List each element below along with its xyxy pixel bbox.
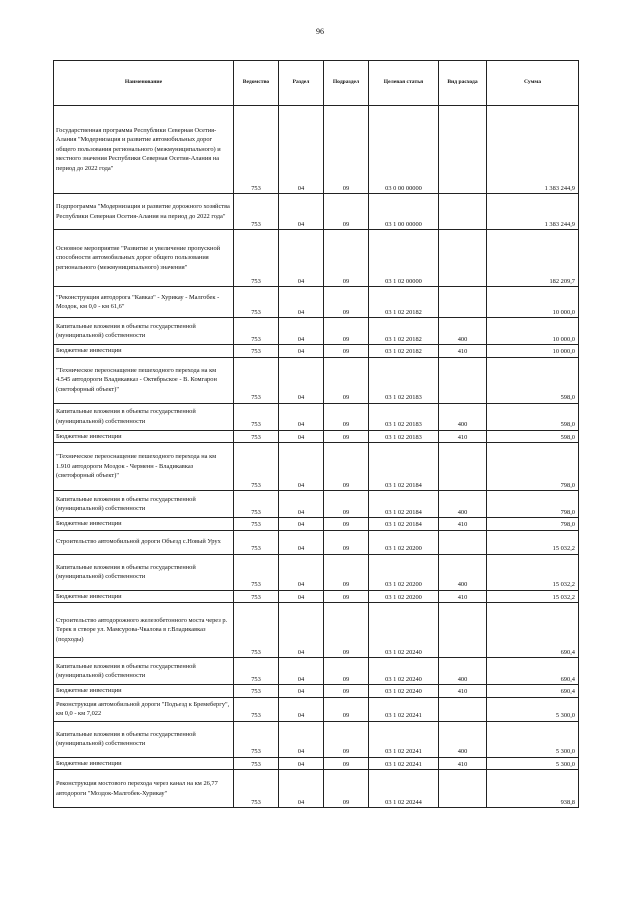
row-dept: 753 (234, 403, 279, 430)
row-dept: 753 (234, 106, 279, 194)
row-section: 04 (279, 721, 324, 757)
row-exp-type (439, 106, 487, 194)
row-dept: 753 (234, 554, 279, 590)
row-amount: 598,0 (487, 430, 579, 443)
row-amount: 5 300,0 (487, 697, 579, 721)
row-exp-type (439, 603, 487, 658)
table-row (54, 603, 579, 658)
row-name: Реконструкция автомобильной дороги "Подъезд к Бремебергу", км 0,0 - км 7,022 (54, 697, 234, 721)
row-name: Государственная программа Республики Северная Осетия-Алания "Модернизация и развитие автомобильных дорог общего пользования регионального (межмуниципального) и местного значения Республики Северная Осетия-Алания на период до 2022 года" (54, 106, 234, 194)
row-dept: 753 (234, 230, 279, 287)
row-dept: 753 (234, 318, 279, 345)
row-section: 04 (279, 357, 324, 403)
table-row (54, 491, 579, 518)
row-subsection: 09 (324, 603, 369, 658)
row-name: Капитальные вложения в объекты государственной (муниципальной) собственности (54, 554, 234, 590)
row-subsection: 09 (324, 554, 369, 590)
row-subsection: 09 (324, 403, 369, 430)
row-name: Капитальные вложения в объекты государственной (муниципальной) собственности (54, 318, 234, 345)
row-amount: 690,4 (487, 603, 579, 658)
row-name: "Реконструкция автодорога "Кавказ" - Хурикау - Малгобек - Моздок, км 0,0 - км 61,6" (54, 287, 234, 318)
row-amount: 10 000,0 (487, 318, 579, 345)
row-section: 04 (279, 658, 324, 685)
header-name: Наименование (54, 61, 234, 106)
row-dept: 753 (234, 491, 279, 518)
row-section: 04 (279, 194, 324, 230)
row-dept: 753 (234, 721, 279, 757)
row-amount: 598,0 (487, 403, 579, 430)
row-target: 03 1 02 20240 (369, 685, 439, 698)
row-target: 03 1 02 20182 (369, 318, 439, 345)
row-name: Бюджетные инвестиции (54, 590, 234, 603)
row-target: 03 1 02 20182 (369, 345, 439, 358)
row-subsection: 09 (324, 430, 369, 443)
row-dept: 753 (234, 194, 279, 230)
row-amount: 10 000,0 (487, 287, 579, 318)
row-dept: 753 (234, 345, 279, 358)
row-target: 03 1 02 20240 (369, 603, 439, 658)
row-name: Реконструкция мостового перехода через канал на км 26,77 автодороги "Моздок-Малгобек-Хурикау" (54, 770, 234, 808)
row-subsection: 09 (324, 194, 369, 230)
row-target: 03 1 02 20244 (369, 770, 439, 808)
table-row (54, 194, 579, 230)
row-target: 03 1 02 20184 (369, 491, 439, 518)
row-section: 04 (279, 685, 324, 698)
row-exp-type: 400 (439, 318, 487, 345)
row-amount: 938,8 (487, 770, 579, 808)
table-row (54, 721, 579, 757)
row-exp-type (439, 287, 487, 318)
row-subsection: 09 (324, 287, 369, 318)
row-name: Бюджетные инвестиции (54, 685, 234, 698)
row-target: 03 1 02 20182 (369, 287, 439, 318)
row-section: 04 (279, 230, 324, 287)
row-name: Капитальные вложения в объекты государственной (муниципальной) собственности (54, 658, 234, 685)
row-name: Капитальные вложения в объекты государственной (муниципальной) собственности (54, 491, 234, 518)
row-dept: 753 (234, 603, 279, 658)
row-amount: 5 300,0 (487, 757, 579, 770)
row-target: 03 1 02 20241 (369, 721, 439, 757)
row-section: 04 (279, 697, 324, 721)
header-dept: Ведомство (234, 61, 279, 106)
row-section: 04 (279, 403, 324, 430)
row-name: "Техническое переоснащение пешеходного перехода на км 1.910 автодороги Моздок - Черменн - Владикавказ (светофорный объект)" (54, 443, 234, 491)
table-row (54, 658, 579, 685)
table-row (54, 287, 579, 318)
header-amount: Сумма (487, 61, 579, 106)
row-section: 04 (279, 491, 324, 518)
row-subsection: 09 (324, 685, 369, 698)
row-exp-type: 400 (439, 403, 487, 430)
row-subsection: 09 (324, 518, 369, 531)
row-section: 04 (279, 770, 324, 808)
table-row (54, 757, 579, 770)
row-target: 03 1 02 00000 (369, 230, 439, 287)
row-section: 04 (279, 287, 324, 318)
row-exp-type: 400 (439, 658, 487, 685)
row-amount: 598,0 (487, 357, 579, 403)
row-dept: 753 (234, 770, 279, 808)
row-target: 03 1 02 20241 (369, 757, 439, 770)
row-target: 03 1 02 20183 (369, 430, 439, 443)
row-name: Бюджетные инвестиции (54, 518, 234, 531)
row-name: Бюджетные инвестиции (54, 345, 234, 358)
row-subsection: 09 (324, 590, 369, 603)
row-subsection: 09 (324, 757, 369, 770)
row-section: 04 (279, 443, 324, 491)
row-dept: 753 (234, 685, 279, 698)
row-exp-type (439, 194, 487, 230)
table-row (54, 357, 579, 403)
row-amount: 798,0 (487, 518, 579, 531)
row-dept: 753 (234, 658, 279, 685)
table-row (54, 685, 579, 698)
page-number: 96 (316, 27, 324, 36)
row-dept: 753 (234, 518, 279, 531)
row-name: Бюджетные инвестиции (54, 430, 234, 443)
row-name: Подпрограмма "Модернизация и развитие дорожного хозяйства Республики Северная Осетия-Алания на период до 2022 года" (54, 194, 234, 230)
row-subsection: 09 (324, 770, 369, 808)
row-exp-type: 400 (439, 721, 487, 757)
table-row (54, 518, 579, 531)
row-dept: 753 (234, 443, 279, 491)
row-subsection: 09 (324, 530, 369, 554)
row-dept: 753 (234, 287, 279, 318)
row-exp-type: 410 (439, 685, 487, 698)
row-exp-type: 410 (439, 518, 487, 531)
row-amount: 798,0 (487, 443, 579, 491)
row-exp-type (439, 443, 487, 491)
row-subsection: 09 (324, 658, 369, 685)
row-exp-type: 400 (439, 554, 487, 590)
row-target: 03 1 02 20183 (369, 357, 439, 403)
row-name: Капитальные вложения в объекты государственной (муниципальной) собственности (54, 721, 234, 757)
row-amount: 10 000,0 (487, 345, 579, 358)
row-target: 03 1 02 20184 (369, 443, 439, 491)
row-target: 03 1 02 20240 (369, 658, 439, 685)
row-subsection: 09 (324, 230, 369, 287)
row-exp-type: 400 (439, 491, 487, 518)
row-exp-type: 410 (439, 590, 487, 603)
table-row (54, 590, 579, 603)
row-subsection: 09 (324, 443, 369, 491)
table-row (54, 430, 579, 443)
row-name: Строительство автомобильной дороги Объезд с.Новый Урух (54, 530, 234, 554)
header-subsection: Подраздел (324, 61, 369, 106)
table-row (54, 345, 579, 358)
row-subsection: 09 (324, 491, 369, 518)
header-target: Целевая статья (369, 61, 439, 106)
row-dept: 753 (234, 590, 279, 603)
table-row (54, 318, 579, 345)
row-subsection: 09 (324, 345, 369, 358)
row-exp-type (439, 770, 487, 808)
row-exp-type: 410 (439, 430, 487, 443)
row-amount: 690,4 (487, 685, 579, 698)
row-section: 04 (279, 530, 324, 554)
row-amount: 15 032,2 (487, 590, 579, 603)
row-section: 04 (279, 430, 324, 443)
row-target: 03 0 00 00000 (369, 106, 439, 194)
table-header-row (54, 61, 579, 106)
row-subsection: 09 (324, 318, 369, 345)
row-dept: 753 (234, 430, 279, 443)
row-section: 04 (279, 106, 324, 194)
row-amount: 15 032,2 (487, 554, 579, 590)
row-amount: 1 383 244,9 (487, 106, 579, 194)
row-section: 04 (279, 345, 324, 358)
row-target: 03 1 02 20200 (369, 530, 439, 554)
row-exp-type (439, 697, 487, 721)
row-name: Бюджетные инвестиции (54, 757, 234, 770)
row-target: 03 1 02 20184 (369, 518, 439, 531)
table-row (54, 770, 579, 808)
row-section: 04 (279, 757, 324, 770)
row-target: 03 1 02 20183 (369, 403, 439, 430)
row-name: "Техническое переоснащение пешеходного перехода на км 4.545 автодороги Владикавказ - Октябрьское - В. Комгарон (светофорный объект)" (54, 357, 234, 403)
row-amount: 798,0 (487, 491, 579, 518)
row-section: 04 (279, 318, 324, 345)
row-amount: 182 209,7 (487, 230, 579, 287)
row-subsection: 09 (324, 721, 369, 757)
row-target: 03 1 02 20200 (369, 590, 439, 603)
row-subsection: 09 (324, 357, 369, 403)
row-amount: 1 383 244,9 (487, 194, 579, 230)
table-row (54, 530, 579, 554)
row-exp-type: 410 (439, 345, 487, 358)
row-section: 04 (279, 603, 324, 658)
row-name: Строительство автодорожного железобетонного моста через р. Терек в створе ул. Мамсурова-Чкалова в г.Владикавказ (подходы) (54, 603, 234, 658)
row-dept: 753 (234, 697, 279, 721)
row-amount: 5 300,0 (487, 721, 579, 757)
table-row (54, 403, 579, 430)
row-dept: 753 (234, 530, 279, 554)
row-amount: 690,4 (487, 658, 579, 685)
table-row (54, 697, 579, 721)
row-name: Капитальные вложения в объекты государственной (муниципальной) собственности (54, 403, 234, 430)
row-exp-type (439, 530, 487, 554)
header-section: Раздел (279, 61, 324, 106)
table-row (54, 106, 579, 194)
row-section: 04 (279, 518, 324, 531)
row-dept: 753 (234, 357, 279, 403)
row-dept: 753 (234, 757, 279, 770)
table-row (54, 230, 579, 287)
row-exp-type (439, 230, 487, 287)
budget-table (53, 60, 579, 808)
row-subsection: 09 (324, 106, 369, 194)
table-row (54, 443, 579, 491)
row-subsection: 09 (324, 697, 369, 721)
row-amount: 15 032,2 (487, 530, 579, 554)
table-row (54, 554, 579, 590)
row-target: 03 1 00 00000 (369, 194, 439, 230)
row-exp-type: 410 (439, 757, 487, 770)
row-section: 04 (279, 554, 324, 590)
row-target: 03 1 02 20200 (369, 554, 439, 590)
row-name: Основное мероприятие "Развитие и увеличение пропускной способности автомобильных дорог общего пользования регионального (межмуниципального) значения" (54, 230, 234, 287)
header-exp-type: Вид расхода (439, 61, 487, 106)
row-section: 04 (279, 590, 324, 603)
row-exp-type (439, 357, 487, 403)
row-target: 03 1 02 20241 (369, 697, 439, 721)
